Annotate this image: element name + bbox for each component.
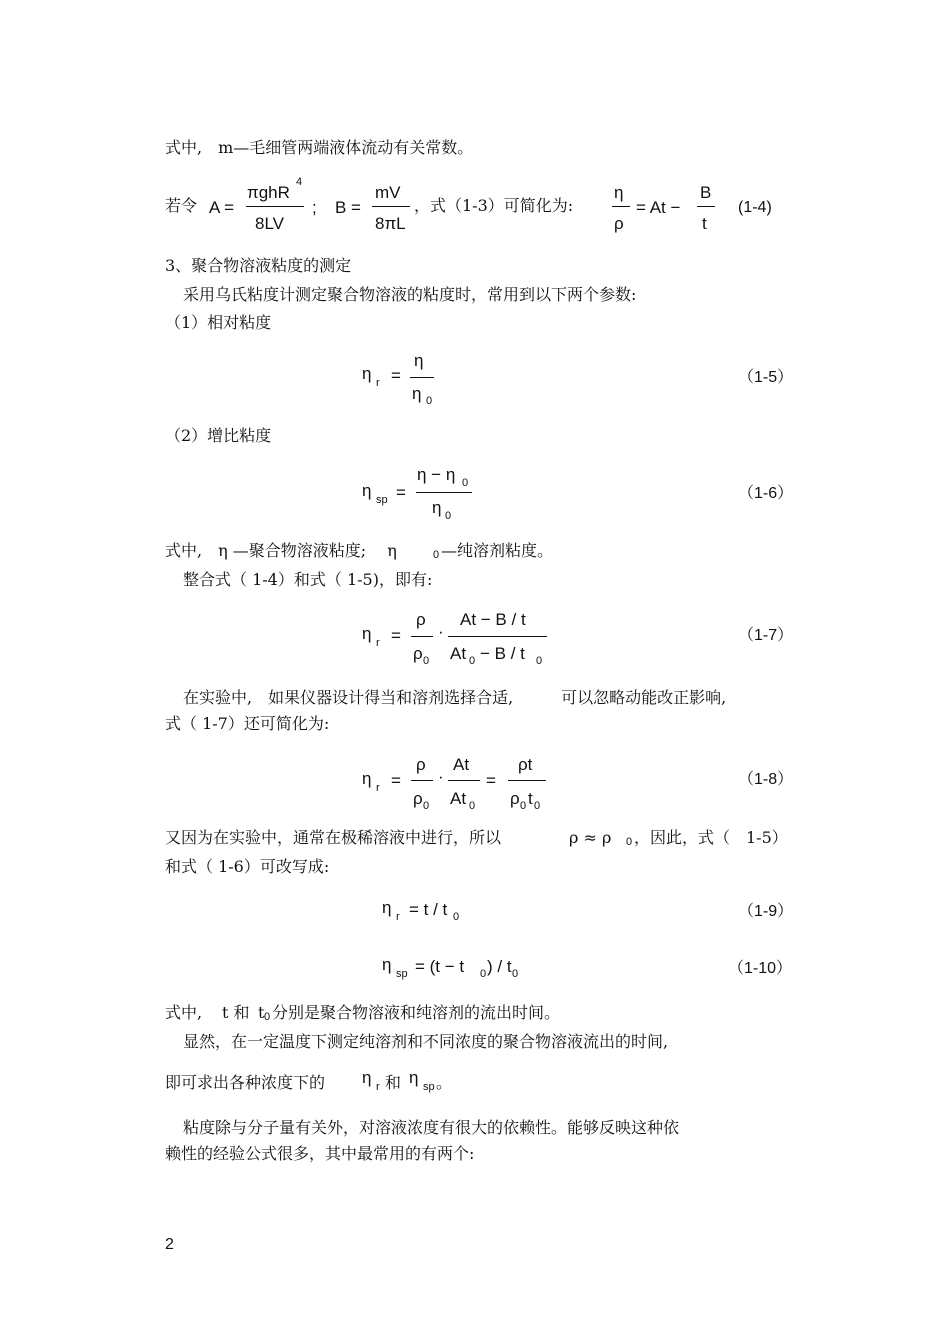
text-line: 整合式（ 1-4）和式（ 1-5)，即有: xyxy=(183,570,433,589)
equation-number: （1-7） xyxy=(738,627,794,644)
text-line: 式（ 1-7）还可简化为: xyxy=(165,714,330,733)
text-line: 若令 xyxy=(165,196,198,215)
text-line: 粘度除与分子量有关外，对溶液浓度有很大的依赖性。能够反映这种依 xyxy=(183,1118,680,1137)
equation-number: （1-8） xyxy=(738,771,794,788)
text-line: 采用乌氏粘度计测定聚合物溶液的粘度时，常用到以下两个参数: xyxy=(183,285,637,304)
section-heading: 3、聚合物溶液粘度的测定 xyxy=(165,256,352,275)
text-line: 在实验中, 如果仪器设计得当和溶剂选择合适, 可以忽略动能改正影响, xyxy=(183,688,727,707)
equation-number: （1-6） xyxy=(738,485,794,502)
equation-number: （1-5） xyxy=(738,369,794,386)
list-item: （2）增比粘度 xyxy=(165,426,272,445)
list-item: （1）相对粘度 xyxy=(165,313,272,332)
text-line: 和式（ 1-6）可改写成: xyxy=(165,857,330,876)
text-line: 显然，在一定温度下测定纯溶剂和不同浓度的聚合物溶液流出的时间, xyxy=(183,1032,669,1051)
equation-number: （1-9） xyxy=(738,903,794,920)
equation-number: (1-4) xyxy=(738,199,772,216)
text-line: 式中, m—毛细管两端液体流动有关常数。 xyxy=(165,138,474,157)
text-line: ，式（1-3）可简化为: xyxy=(414,196,574,215)
text-line: 赖性的经验公式很多，其中最常用的有两个: xyxy=(165,1144,475,1163)
page-number: 2 xyxy=(165,1236,174,1253)
equation-number: （1-10） xyxy=(728,960,793,977)
